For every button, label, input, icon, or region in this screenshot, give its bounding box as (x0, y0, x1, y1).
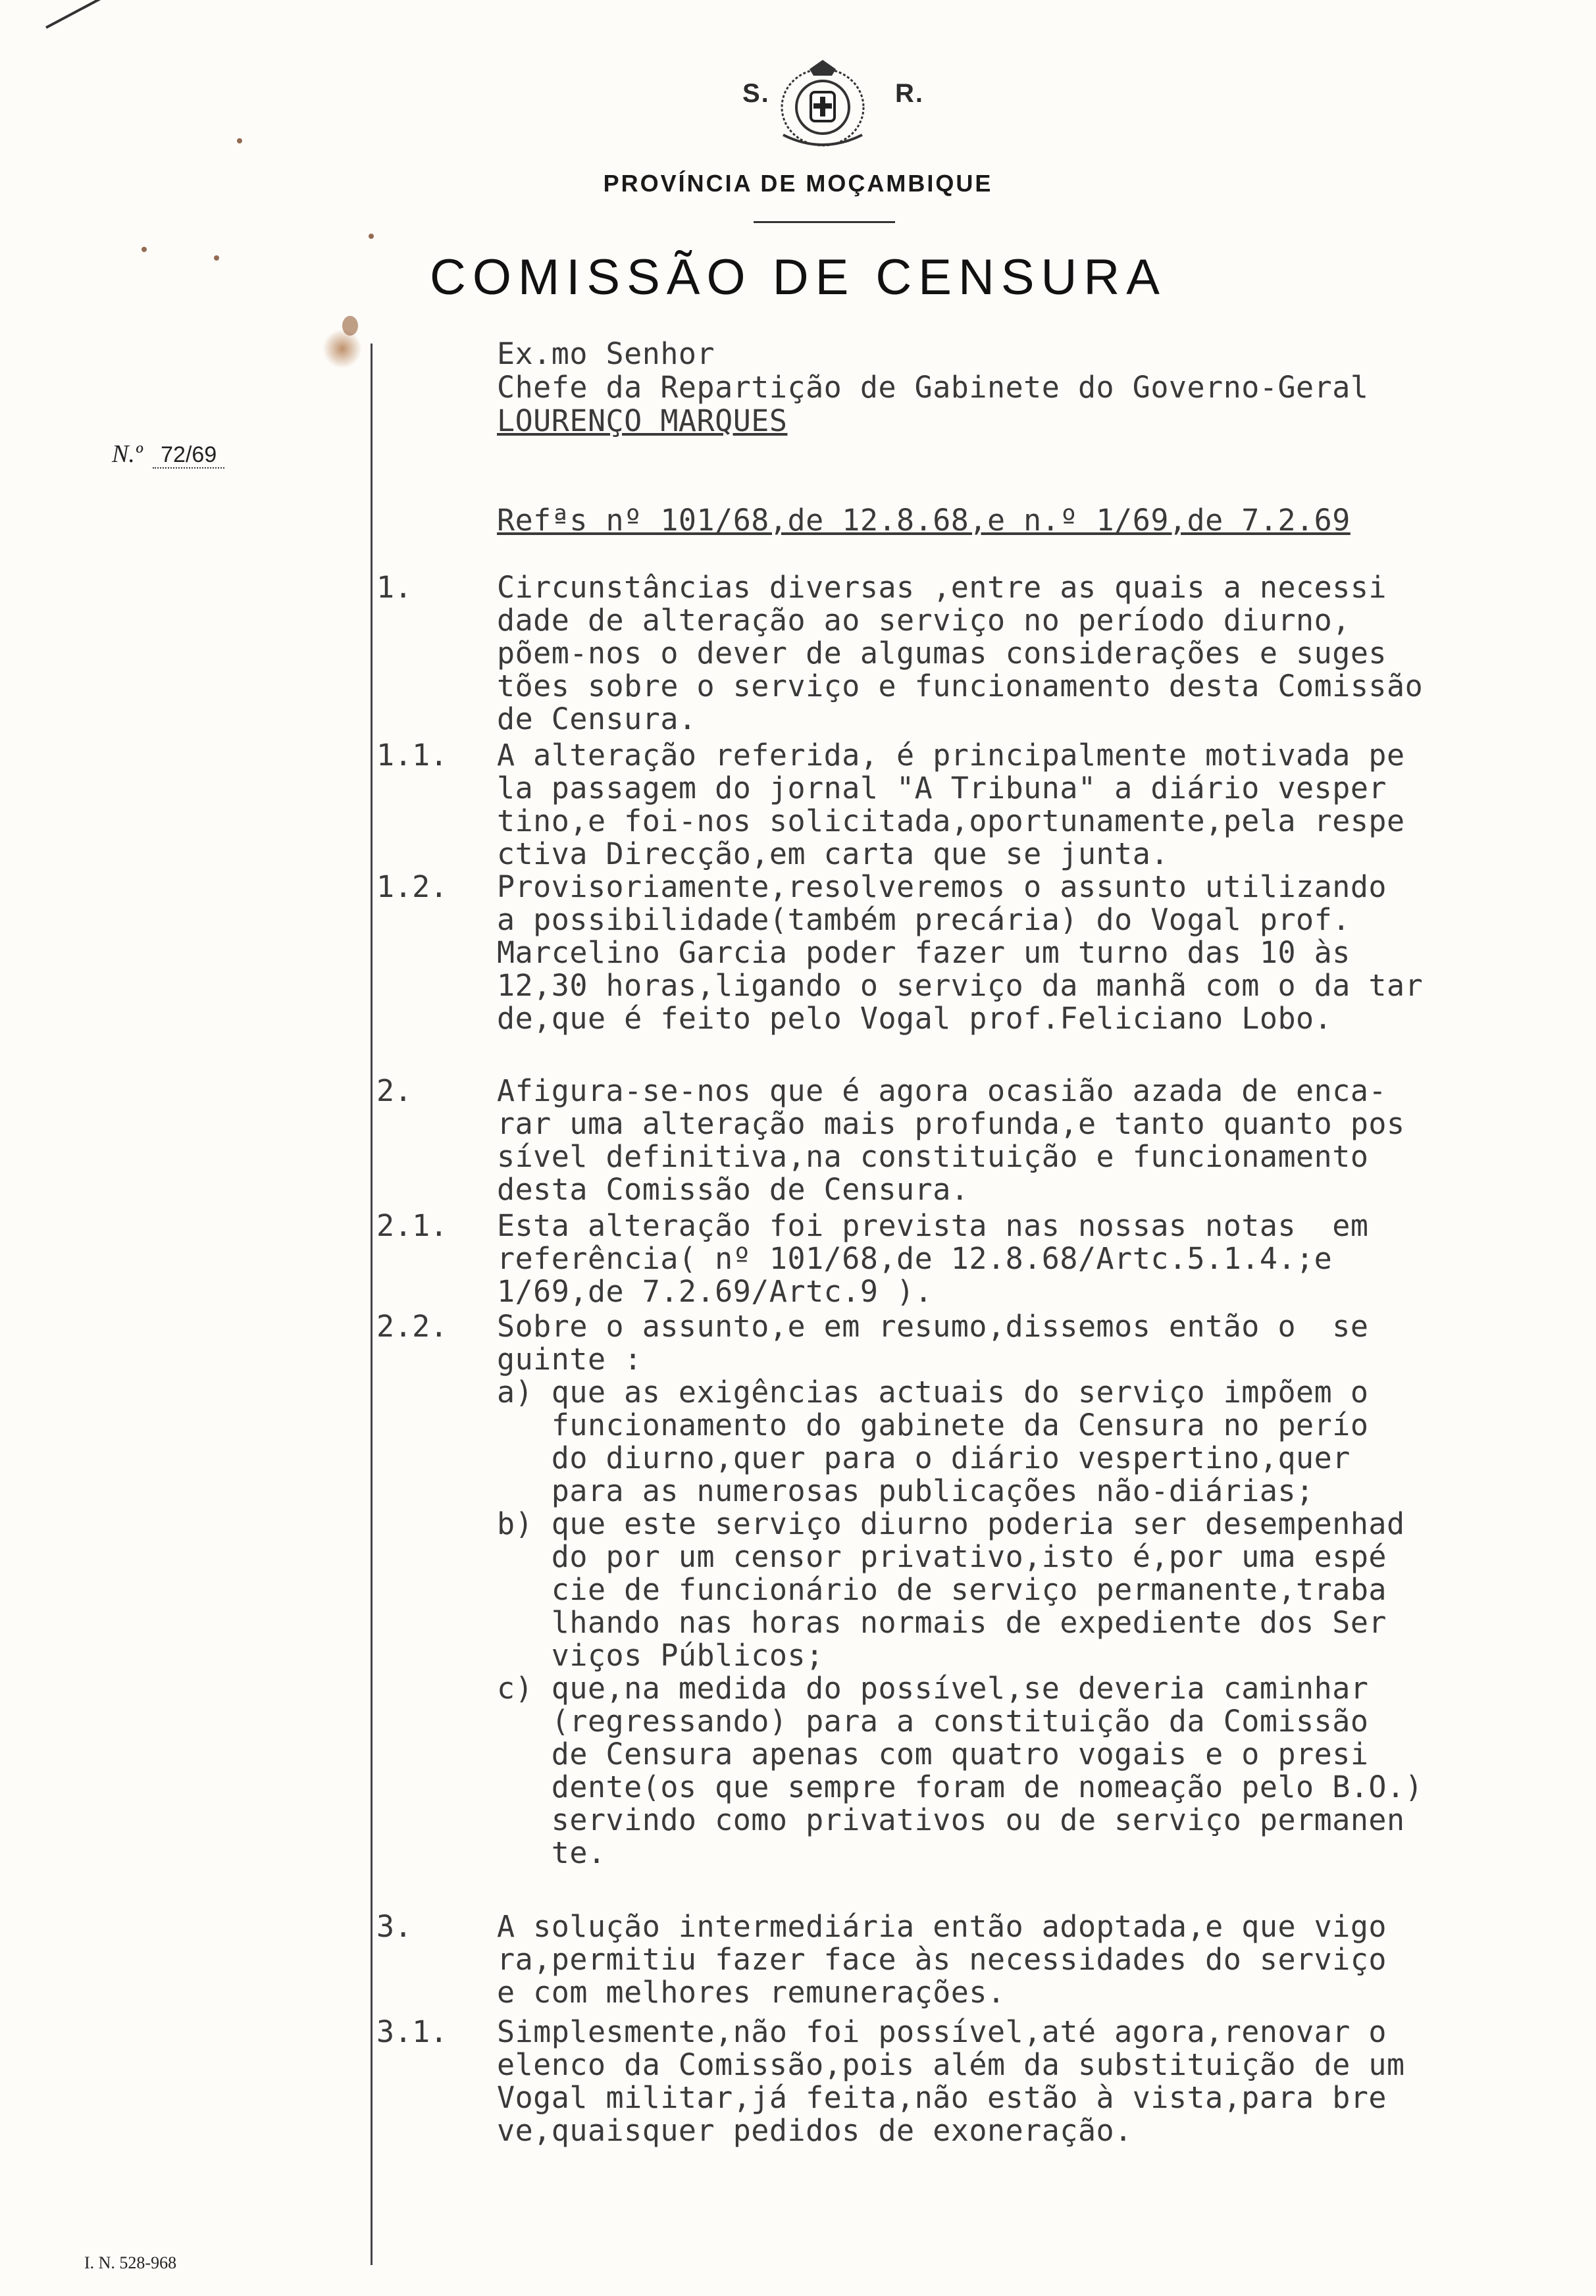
body-line: para as numerosas publicações não-diárias; (497, 1473, 1314, 1508)
body-line: rar uma alteração mais profunda,e tanto quanto pos (497, 1106, 1405, 1141)
body-line: tino,e foi-nos solicitada,oportunamente,pela respe (497, 804, 1405, 838)
section-number: 2. (376, 1073, 413, 1108)
body-line: sível definitiva,na constituição e funcionamento (497, 1139, 1369, 1174)
body-line: (regressando) para a constituição da Comissão (497, 1704, 1369, 1739)
body-line: cie de funcionário de serviço permanente,traba (497, 1572, 1387, 1607)
body-line: do por um censor privativo,isto é,por uma espé (497, 1539, 1387, 1574)
section-number: 3. (376, 1909, 413, 1944)
province-heading: PROVÍNCIA DE MOÇAMBIQUE (603, 170, 993, 197)
portuguese-coat-of-arms-icon (763, 56, 882, 155)
body-line: viços Públicos; (497, 1638, 824, 1673)
body-line: Simplesmente,não foi possível,até agora,renovar o (497, 2014, 1387, 2049)
body-line: ctiva Direcção,em carta que se junta. (497, 836, 1169, 871)
body-line: Afigura-se-nos que é agora ocasião azada de enca- (497, 1073, 1387, 1108)
address-line: Ex.mo Senhor (497, 336, 715, 371)
subject-line: Refªs nº 101/68,de 12.8.68,e n.º 1/69,de 7.2.69 (497, 503, 1351, 538)
body-line: desta Comissão de Censura. (497, 1172, 969, 1207)
body-line: te. (497, 1835, 606, 1870)
body-line: elenco da Comissão,pois além da substituição de um (497, 2047, 1405, 2082)
reference-label: N.º (112, 440, 143, 468)
body-line: de Censura. (497, 702, 697, 736)
pen-stroke-mark (45, 0, 145, 29)
body-line: e com melhores remunerações. (497, 1975, 1006, 2010)
ink-stain (342, 316, 358, 336)
body-line: Provisoriamente,resolveremos o assunto utilizando (497, 869, 1387, 904)
body-line: tões sobre o serviço e funcionamento desta Comissão (497, 669, 1424, 703)
section-number: 1.2. (376, 869, 448, 904)
margin-rule (371, 344, 373, 2265)
reference-value: 72/69 (153, 442, 224, 469)
body-line: Marcelino Garcia poder fazer um turno das 10 às (497, 935, 1351, 970)
body-line: Circunstâncias diversas ,entre as quais a necessi (497, 570, 1387, 605)
ink-dot (369, 234, 374, 239)
commission-title: COMISSÃO DE CENSURA (429, 249, 1167, 305)
address-line: Chefe da Repartição de Gabinete do Governo-Geral (497, 370, 1369, 405)
body-line: referência( nº 101/68,de 12.8.68/Artc.5.1.4.;e (497, 1241, 1333, 1276)
body-line: do diurno,quer para o diário vespertino,quer (497, 1441, 1351, 1475)
body-line: servindo como privativos ou de serviço permanen (497, 1802, 1405, 1837)
section-number: 3.1. (376, 2014, 448, 2049)
body-line: a) que as exigências actuais do serviço impõem o (497, 1375, 1369, 1410)
body-line: 1/69,de 7.2.69/Artc.9 ). (497, 1274, 933, 1309)
body-line: 12,30 horas,ligando o serviço da manhã com o da tar (497, 968, 1424, 1003)
section-number: 2.2. (376, 1309, 448, 1344)
body-line: Esta alteração foi prevista nas nossas notas em (497, 1208, 1369, 1243)
body-line: b) que este serviço diurno poderia ser desempenhad (497, 1506, 1405, 1541)
body-line: guinte : (497, 1342, 642, 1377)
body-line: ra,permitiu fazer face às necessidades do serviço (497, 1942, 1387, 1977)
body-line: Vogal militar,já feita,não estão à vista,para bre (497, 2080, 1387, 2115)
body-line: Sobre o assunto,e em resumo,dissemos então o se (497, 1309, 1369, 1344)
body-line: de,que é feito pelo Vogal prof.Feliciano Lobo. (497, 1001, 1333, 1036)
body-line: lhando nas horas normais de expediente dos Ser (497, 1605, 1387, 1640)
body-line: põem-nos o dever de algumas considerações e suges (497, 636, 1387, 671)
section-number: 2.1. (376, 1208, 448, 1243)
section-number: 1. (376, 570, 413, 605)
sr-left-text: S. (742, 79, 770, 108)
section-number: 1.1. (376, 738, 448, 773)
reference-number (112, 440, 224, 469)
sr-right-text: R. (895, 79, 924, 108)
ink-stain (322, 329, 362, 369)
body-line: c) que,na medida do possível,se deveria caminhar (497, 1671, 1369, 1706)
body-line: dade de alteração ao serviço no período diurno, (497, 603, 1351, 638)
body-line: dente(os que sempre foram de nomeação pelo B.O.) (497, 1770, 1424, 1804)
address-line: LOURENÇO MARQUES (497, 403, 788, 438)
body-line: A alteração referida, é principalmente motivada pe (497, 738, 1405, 773)
printer-mark: I. N. 528-968 (84, 2253, 177, 2272)
body-line: A solução intermediária então adoptada,e que vigo (497, 1909, 1387, 1944)
divider (754, 221, 895, 223)
body-line: funcionamento do gabinete da Censura no perío (497, 1408, 1369, 1442)
body-line: ve,quaisquer pedidos de exoneração. (497, 2113, 1133, 2148)
ink-dot (237, 138, 242, 143)
body-line: la passagem do jornal "A Tribuna" a diário vesper (497, 771, 1387, 805)
body-line: de Censura apenas com quatro vogais e o presi (497, 1737, 1369, 1772)
body-line: a possibilidade(também precária) do Vogal prof. (497, 902, 1351, 937)
